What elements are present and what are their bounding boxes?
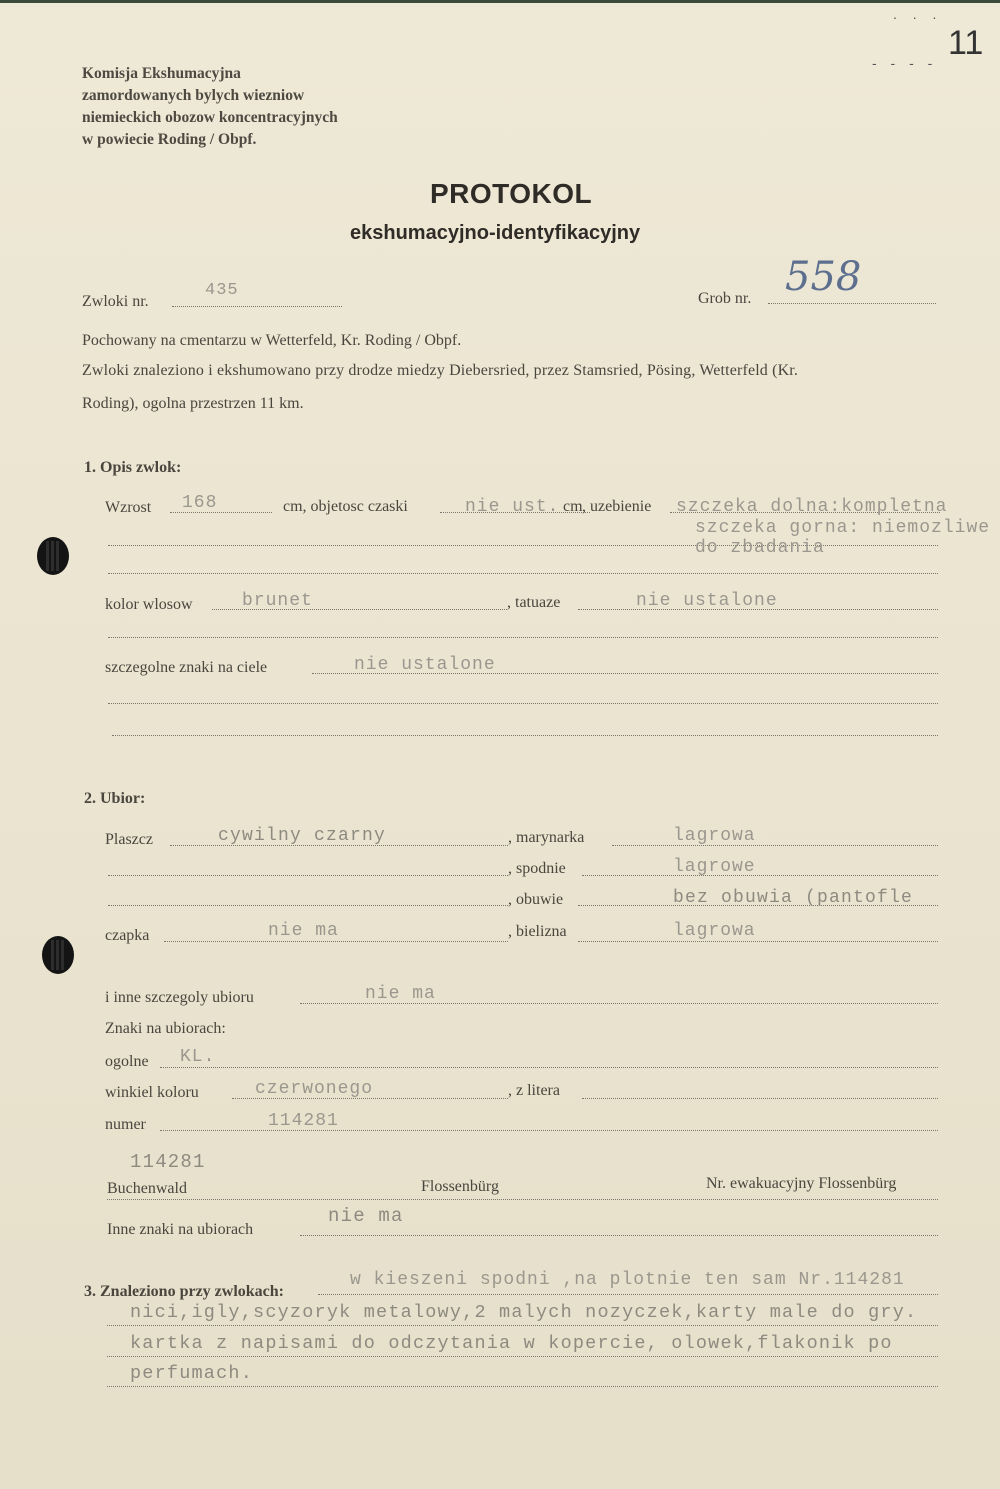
section1-line-4 — [108, 637, 938, 638]
section-3-heading-text: 3. Znaleziono przy zwlokach: — [84, 1283, 284, 1300]
hair-color-label: kolor wlosow — [105, 596, 193, 613]
teeth-value-line-2: szczeka gorna: niemozliwe — [695, 518, 991, 538]
jacket-line — [612, 845, 938, 846]
punch-hole-upper — [37, 537, 69, 575]
teeth-value-line-1: szczeka dolna:kompletna — [676, 497, 948, 517]
found-items-rule-1 — [318, 1294, 938, 1295]
corner-dots: . . . — [893, 6, 943, 22]
general-marks-label: ogolne — [105, 1053, 149, 1070]
shoes-row-line — [108, 905, 508, 906]
found-items-rule-3 — [107, 1356, 938, 1357]
other-clothing-marks-line — [300, 1235, 938, 1236]
general-marks-line — [160, 1067, 938, 1068]
other-clothing-marks-value: nie ma — [328, 1205, 404, 1227]
underwear-line — [578, 941, 938, 942]
trousers-row-line — [108, 875, 508, 876]
cap-label: czapka — [105, 927, 150, 944]
hair-color-value: brunet — [242, 591, 313, 611]
general-marks-value: KL. — [180, 1047, 216, 1067]
header-line-2: zamordowanych bylych wiezniow — [82, 87, 305, 104]
page-number: 11 — [948, 24, 984, 62]
coat-label: Plaszcz — [105, 831, 153, 848]
other-clothing-marks-label: Inne znaki na ubiorach — [107, 1221, 254, 1238]
cap-line — [164, 941, 508, 942]
number-value: 114281 — [268, 1111, 339, 1131]
other-clothing-label: i inne szczegoly ubioru — [105, 989, 254, 1006]
trousers-label: , spodnie — [508, 860, 566, 877]
section-1-heading: 1. Opis zwlok: — [84, 459, 182, 476]
grave-number-value: 558 — [785, 254, 862, 300]
teeth-label: , uzebienie — [582, 498, 652, 515]
other-clothing-value: nie ma — [365, 984, 436, 1004]
underwear-value: lagrowa — [673, 921, 756, 941]
shoes-value: bez obuwia (pantofle — [673, 888, 914, 908]
grave-number-line — [768, 303, 936, 304]
triangle-color-label: winkiel koloru — [105, 1084, 199, 1101]
section1-line-3 — [108, 573, 938, 574]
corpse-number-value: 435 — [205, 281, 239, 300]
found-location-line-2: Roding), ogolna przestrzen 11 km. — [82, 395, 304, 412]
top-edge — [0, 0, 1000, 3]
section-2-heading: 2. Ubior: — [84, 790, 146, 807]
clothing-marks-heading: Znaki na ubiorach: — [105, 1020, 226, 1037]
corpse-number-label: Zwloki nr. — [82, 293, 149, 310]
document-subtitle: ekshumacyjno-identyfikacyjny — [350, 222, 641, 244]
flossenburg-label: Flossenbürg — [421, 1178, 499, 1195]
corpse-number-line — [172, 306, 342, 307]
marks-separator-line — [107, 1199, 938, 1200]
header-line-3: niemieckich obozow koncentracyjnych — [82, 109, 338, 126]
skull-unit: cm — [563, 498, 583, 515]
trousers-value: lagrowe — [673, 857, 756, 877]
height-label: Wzrost — [105, 499, 152, 516]
skull-value: nie ust. — [465, 497, 560, 517]
grave-number-label: Grob nr. — [698, 290, 752, 307]
cap-value: nie ma — [268, 921, 339, 941]
body-marks-label: szczegolne znaki na ciele — [105, 659, 268, 676]
jacket-value: lagrowa — [673, 826, 756, 846]
height-value: 168 — [182, 493, 218, 513]
section1-line-5 — [108, 703, 938, 704]
found-location-line-1: Zwloki znaleziono i ekshumowano przy drodze miedzy Diebersried, przez Stamsried, Pösing, Wetterfeld (Kr. — [82, 362, 799, 379]
found-items-rule-4 — [107, 1386, 938, 1387]
tattoo-value: nie ustalone — [636, 591, 778, 611]
buchenwald-number-value: 114281 — [130, 1151, 206, 1173]
evacuation-number-label: Nr. ewakuacyjny Flossenbürg — [706, 1175, 897, 1192]
trousers-line — [582, 875, 938, 876]
teeth-value-line-3: do zbadania — [695, 538, 825, 558]
header-line-1: Komisja Ekshumacyjna — [82, 65, 241, 82]
found-items-line-2: nici,igly,scyzoryk metalowy,2 malych nozyczek,karty male do gry. — [130, 1302, 918, 1323]
letter-line — [582, 1098, 938, 1099]
skull-label: cm, objetosc czaski — [283, 498, 408, 515]
buchenwald-label: Buchenwald — [107, 1180, 187, 1197]
triangle-color-value: czerwonego — [255, 1079, 374, 1099]
underwear-label: , bielizna — [508, 923, 567, 940]
found-items-line-1: w kieszeni spodni ,na plotnie ten sam Nr.114281 — [350, 1270, 905, 1290]
document-title: PROTOKOL — [430, 178, 593, 209]
found-items-line-4: perfumach. — [130, 1363, 254, 1384]
burial-place: Pochowany na cmentarzu w Wetterfeld, Kr. Roding / Obpf. — [82, 332, 462, 349]
jacket-label: , marynarka — [508, 829, 585, 846]
coat-value: cywilny czarny — [218, 826, 387, 846]
body-marks-value: nie ustalone — [354, 655, 496, 675]
corner-dashes: - - - - — [872, 55, 938, 71]
section-3-heading — [84, 1283, 284, 1301]
header-line-4: w powiecie Roding / Obpf. — [82, 131, 257, 148]
tattoo-label: , tatuaze — [507, 594, 561, 611]
punch-hole-lower — [42, 936, 74, 974]
found-items-rule-2 — [107, 1325, 938, 1326]
section1-line-6 — [112, 735, 938, 736]
letter-label: , z litera — [508, 1082, 560, 1099]
number-label: numer — [105, 1116, 146, 1133]
found-items-line-3: kartka z napisami do odczytania w kopercie, olowek,flakonik po — [130, 1333, 893, 1354]
shoes-label: , obuwie — [508, 891, 564, 908]
